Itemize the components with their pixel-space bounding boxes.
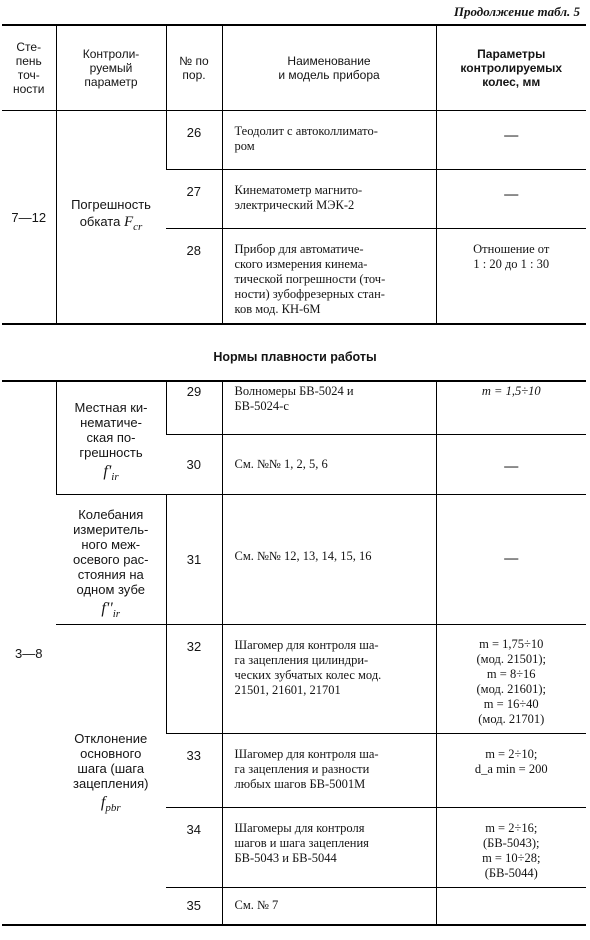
param-symbol	[60, 793, 162, 818]
grade-cell: 7—12	[2, 111, 56, 325]
row-name: Кинематометр магнито- электрический МЭК-2	[222, 170, 436, 229]
header-name: Наименование и модель прибора	[222, 25, 436, 111]
row-value: m = 2÷16; (БВ-5043); m = 10÷28; (БВ-5044)	[436, 807, 586, 887]
instruments-table-part-2	[2, 380, 586, 926]
param-symbol	[60, 599, 162, 624]
row-name: См. №№ 12, 13, 14, 15, 16	[222, 494, 436, 624]
row-value	[436, 111, 586, 170]
table-header-row	[2, 25, 586, 111]
row-value-text: m = 1,5÷10	[481, 384, 541, 398]
row-value: m = 1,75÷10 (мод. 21501); m = 8÷16 (мод. 21601); m = 16÷40 (мод. 21701)	[436, 624, 586, 733]
param-cell	[56, 494, 166, 624]
row-name: См. № 7	[222, 887, 436, 925]
header-param: Контроли- руемый параметр	[56, 25, 166, 111]
row-value	[436, 170, 586, 229]
param-label: Колебания измеритель- ного меж- осевого рас- стояния на одном зубе	[72, 506, 149, 597]
row-num: 26	[166, 111, 222, 170]
param-label: Отклонение основного шага (шага зацепления)	[73, 730, 149, 791]
table-row	[2, 111, 586, 170]
param-symbol-base: f	[100, 793, 106, 811]
param-symbol-base: f''	[101, 599, 113, 617]
param-cell	[56, 111, 166, 325]
grade-cell: 3—8	[2, 381, 56, 925]
header-values: Параметры контролируемых колес, мм	[436, 25, 586, 111]
row-name: Прибор для автоматиче- ского измерения кинема- тической погрешности (точ- ности) зубофрезерных стан- ков мод. КН-6М	[222, 229, 436, 325]
row-num: 31	[166, 494, 222, 624]
param-symbol-sub: ir	[111, 471, 119, 484]
row-num: 28	[186, 243, 201, 258]
row-value-text: —	[504, 187, 519, 202]
row-name: Шагомер для контроля ша- га зацепления цилиндри- ческих зубчатых колес мод. 21501, 21601, 21701	[222, 624, 436, 733]
table-row	[2, 624, 586, 733]
row-value	[436, 381, 586, 434]
row-num: 35	[186, 897, 201, 913]
row-num: 29	[166, 381, 222, 434]
row-num: 30	[166, 434, 222, 494]
row-name: Шагомер для контроля ша- га зацепления и разности любых шагов БВ-5001М	[222, 733, 436, 807]
row-value-text: —	[504, 458, 519, 474]
param-symbol	[123, 214, 143, 233]
row-value: m = 2÷10; d_a min = 200	[436, 733, 586, 807]
param-symbol-sub: cr	[133, 221, 143, 233]
row-num: 33	[166, 733, 222, 807]
param-symbol-sub: pbr	[105, 802, 121, 815]
row-value-text: —	[504, 550, 519, 566]
row-value	[436, 494, 586, 624]
row-num: 27	[166, 170, 222, 229]
param-cell	[56, 624, 166, 925]
row-name: Теодолит с автоколлимато- ром	[222, 111, 436, 170]
table-row	[2, 381, 586, 434]
section-title: Нормы плавности работы	[213, 350, 377, 364]
param-symbol-base: f'	[103, 463, 112, 480]
row-name: Волномеры БВ-5024 и БВ-5024-с	[222, 381, 436, 434]
param-symbol-sub: ir	[112, 607, 121, 620]
instruments-table-part-1	[2, 24, 586, 325]
header-grade: Сте- пень точ- ности	[2, 25, 56, 111]
param-symbol	[61, 462, 162, 487]
table-row	[2, 494, 586, 624]
row-value	[436, 887, 586, 925]
row-name: Шагомеры для контроля шагов и шага зацепления БВ-5043 и БВ-5044	[222, 807, 436, 887]
row-value: Отношение от 1 : 20 до 1 : 30	[436, 229, 586, 325]
row-name: См. №№ 1, 2, 5, 6	[222, 434, 436, 494]
row-value-text: —	[504, 128, 519, 143]
param-symbol-base: F	[123, 214, 134, 230]
table-continuation-caption: Продолжение табл. 5	[453, 4, 580, 19]
param-cell	[56, 381, 166, 494]
row-num: 34	[166, 807, 222, 887]
header-num: № по пор.	[166, 25, 222, 111]
row-value	[436, 434, 586, 494]
row-num: 32	[166, 624, 222, 733]
param-label: Погрешность обката	[71, 197, 151, 229]
param-label: Местная ки- нематиче- ская по- грешность	[74, 400, 148, 460]
